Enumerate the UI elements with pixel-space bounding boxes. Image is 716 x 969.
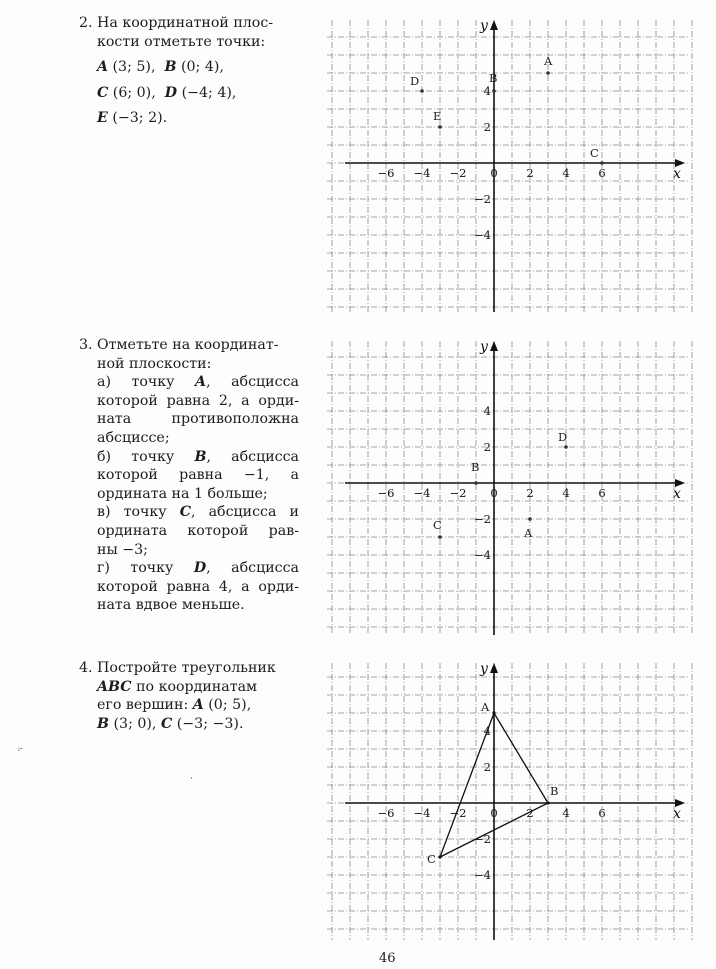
point-dot [492,89,496,93]
coordinate-plane-1 [327,12,697,312]
task-3-line: ната противоположна [97,411,299,428]
task-2-line-2: кости отметьте точки: [97,33,266,50]
y-axis-label: y [480,661,488,677]
task-3-line [79,503,299,522]
task-4-line-3 [79,696,289,715]
task-3-line: ната вдвое меньше. [97,597,245,614]
task-2-points-row-1 [79,58,319,77]
task-4-line-1: 4. Постройте треугольник [79,660,276,676]
y-tick-label: −4 [474,548,491,562]
x-axis-label: x [673,486,681,502]
grid-lines [327,663,692,940]
point-name: A [195,374,207,391]
task-3-line: ной плоскости: [97,355,212,372]
point-name: B [194,448,207,465]
y-axis-arrow [490,20,498,30]
point-dot [564,445,568,449]
task-2-points-row-2 [79,84,319,103]
point-name: C [97,84,109,101]
triangle-name: ABC [97,678,132,695]
y-tick-label: 2 [483,440,491,454]
point-label: A [544,54,553,68]
point-name: D [193,560,207,577]
page-number: 46 [379,951,396,966]
x-tick-label: 6 [598,486,606,500]
y-tick-label: 4 [483,84,491,98]
point-dot [546,71,550,75]
task-3-text: , абсцисса [206,560,299,577]
vertex-dot [492,711,495,714]
x-tick-label: 6 [598,806,606,820]
y-tick-label: 2 [483,120,491,134]
vertex-name: B [97,715,109,732]
x-tick-label: 0 [490,806,498,820]
task-3-text: б) точку [97,448,175,465]
point-coords: (3; 5), [108,59,156,76]
y-tick-label: 2 [483,760,491,774]
y-tick-label: −2 [474,832,491,846]
task-2-line-1: 2. На координатной плос- [79,15,274,31]
x-tick-label: −4 [413,806,431,820]
x-tick-label: −6 [377,806,395,820]
y-axis-label: y [480,18,488,34]
task-3-line: 3. Отметьте на координат- [79,337,279,353]
y-tick-label: −2 [474,192,491,206]
x-tick-label: −2 [449,806,467,820]
y-tick-label: −2 [474,512,491,526]
task-4-line-4 [79,715,289,734]
task-3-line: ордината на 1 больше; [97,485,268,502]
y-axis-label: y [480,339,488,355]
y-tick-label: −4 [474,868,491,882]
point-dot [474,481,478,485]
point-label: E [433,109,442,123]
y-axis-arrow [490,341,498,351]
x-tick-label: −6 [377,486,395,500]
x-axis-label: x [673,806,681,822]
task-3-line [79,559,299,578]
x-tick-label: 2 [526,806,534,820]
y-axis-arrow [490,663,498,673]
task-3-text: а) точку [97,374,175,391]
x-tick-label: −4 [413,166,431,180]
task-3-line: которой равна 2, а орди- [97,392,299,409]
x-axis-label: x [673,166,681,182]
stray-mark: ᵢ‐ [18,744,23,754]
coordinate-plane-2 [327,335,697,635]
point-name: A [97,59,109,76]
point-dot [528,517,532,521]
point-coords: (0; 4), [176,59,224,76]
point-name: C [179,504,191,521]
vertex-label: C [427,852,436,866]
task-3-text: в) точку [97,504,167,521]
vertex-label: B [550,784,559,798]
x-tick-label: 2 [526,486,534,500]
task-3-text: , абсцисса [206,448,299,465]
point-dot [438,125,442,129]
x-tick-label: 6 [598,166,606,180]
task-4 [79,659,289,733]
y-tick-label: −4 [474,228,491,242]
point-label: D [558,430,568,444]
point-label: B [471,460,480,474]
task-2-points-row-3 [79,109,319,128]
vertex-coords: (0; 5), [203,697,252,714]
x-tick-label: 4 [562,486,570,500]
task-3-line [79,448,299,467]
vertex-label: A [481,700,490,714]
point-name: D [164,84,178,101]
x-tick-label: −6 [377,166,395,180]
stray-dot: · [190,774,193,784]
task-3-text: г) точку [97,560,174,577]
point-dot [438,535,442,539]
coordinate-plane-3 [327,655,697,940]
vertex-name: C [160,715,173,732]
task-4-text: по координатам [131,678,258,695]
point-label: B [489,71,498,85]
point-name: E [97,110,108,127]
vertex-dot [438,855,441,858]
point-dot [420,89,424,93]
point-coords: (−3; 2). [107,110,168,127]
task-3 [79,336,299,615]
x-tick-label: 0 [490,166,498,180]
task-2 [79,14,319,135]
x-tick-label: −2 [449,166,467,180]
y-tick-label: 4 [483,724,491,738]
task-3-line: ордината которой рав- [97,522,299,539]
point-label: D [410,74,420,88]
vertex-coords: (3; 0), [109,715,161,732]
task-3-line: абсциссе; [97,429,170,446]
x-tick-label: 4 [562,806,570,820]
point-coords: (−4; 4), [177,84,237,101]
task-3-line: которой равна 4, а орди- [97,578,299,595]
vertex-coords: (−3; −3). [172,715,244,732]
point-coords: (6; 0), [108,84,156,101]
vertex-name: A [192,697,204,714]
point-label: A [524,526,533,540]
task-3-text: , абсцисса [206,374,299,391]
x-tick-label: 4 [562,166,570,180]
task-4-text: его вершин: [97,697,193,714]
task-4-line-2 [79,678,289,697]
x-tick-label: 0 [490,486,498,500]
x-tick-label: −4 [413,486,431,500]
vertex-dot [546,801,549,804]
point-label: C [433,518,442,532]
x-tick-label: 2 [526,166,534,180]
y-tick-label: 4 [483,404,491,418]
task-3-line: которой равна −1, а [97,467,299,484]
x-tick-label: −2 [449,486,467,500]
point-name: B [164,59,177,76]
point-dot [600,161,604,165]
task-3-line [79,373,299,392]
task-3-text: , абсцисса и [190,504,299,521]
point-label: C [590,146,599,160]
task-3-line: ны −3; [97,541,148,558]
